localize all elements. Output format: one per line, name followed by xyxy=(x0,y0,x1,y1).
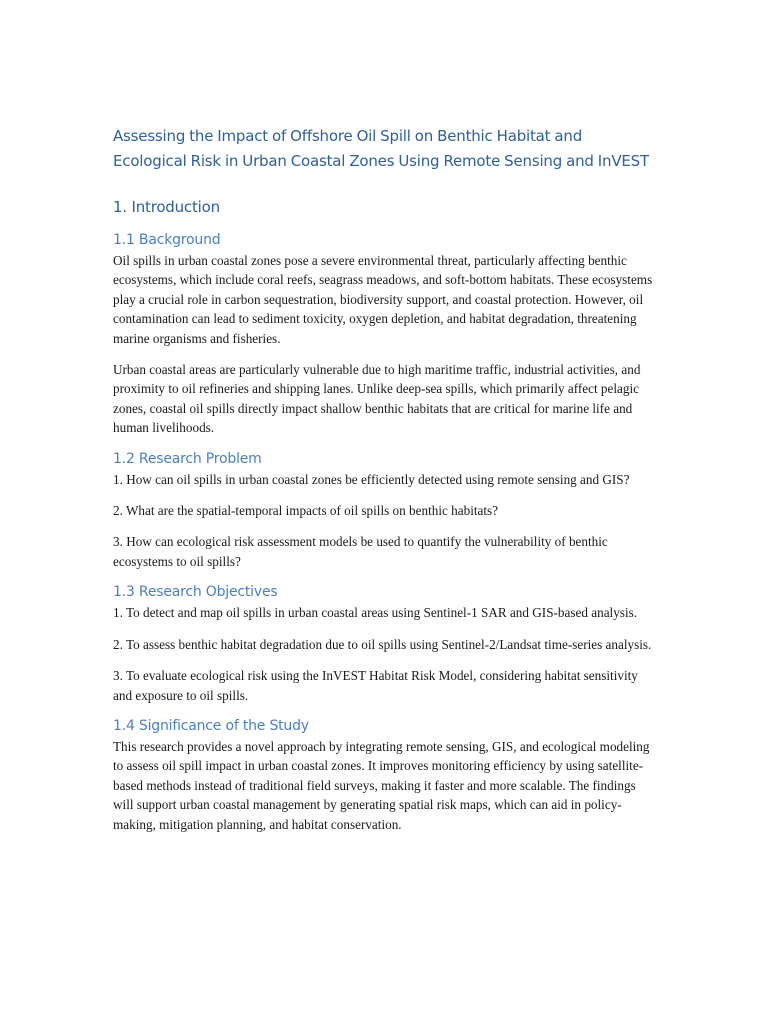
subsection-research-problem xyxy=(113,448,658,572)
subsection-heading-background: 1.1 Background xyxy=(113,232,221,248)
subsection-significance xyxy=(113,715,658,834)
subsection-heading-significance: 1.4 Significance of the Study xyxy=(113,717,309,734)
subsection-research-objectives xyxy=(113,581,658,705)
subsection-heading-research-objectives: 1.3 Research Objectives xyxy=(113,584,278,601)
subsection-heading-research-problem: 1.2 Research Problem xyxy=(113,450,262,467)
list-item: 2. What are the spatial-temporal impacts of oil spills on benthic habitats? xyxy=(113,503,499,519)
list-item: 1. To detect and map oil spills in urban coastal areas using Sentinel-1 SAR and GIS-based analysis. xyxy=(113,605,638,621)
paragraph: This research provides a novel approach by integrating remote sensing, GIS, and ecological modeling to assess oil spill impact in urban coastal zones. It improves monitoring efficiency by using satellite-based methods instead of traditional field surveys, making it faster and more scalable. The findings will support urban coastal management by generating spatial risk maps, which can aid in policy-making, mitigation planning, and habitat conservation. xyxy=(113,738,650,832)
list-item: 3. To evaluate ecological risk using the InVEST Habitat Risk Model, considering habitat sensitivity and exposure to oil spills. xyxy=(113,668,638,703)
document-page xyxy=(113,124,658,834)
paragraph: Urban coastal areas are particularly vulnerable due to high maritime traffic, industrial activities, and proximity to oil refineries and shipping lanes. Unlike deep-sea spills, which primarily affect pelagic zones, coastal oil spills directly impact shallow benthic habitats that are critical for marine life and human livelihoods. xyxy=(113,362,641,436)
list-item: 2. To assess benthic habitat degradation due to oil spills using Sentinel-2/Landsat time-series analysis. xyxy=(113,636,652,652)
paragraph: Oil spills in urban coastal zones pose a severe environmental threat, particularly affecting benthic ecosystems, which include coral reefs, seagrass meadows, and soft-bottom habitats. These ecosystems play a crucial role in carbon sequestration, biodiversity support, and coastal protection. However, oil contamination can lead to sediment toxicity, oxygen depletion, and habitat degradation, threatening marine organisms and fisheries. xyxy=(113,253,653,346)
list-item: 3. How can ecological risk assessment models be used to quantify the vulnerability of benthic ecosystems to oil spills? xyxy=(113,534,608,569)
subsection-background xyxy=(113,229,658,438)
document-title: Assessing the Impact of Offshore Oil Spill on Benthic Habitat and Ecological Risk in Urban Coastal Zones Using Remote Sensing and InVEST xyxy=(113,127,649,170)
list-item: 1. How can oil spills in urban coastal zones be efficiently detected using remote sensing and GIS? xyxy=(113,471,630,487)
section-heading-introduction: 1. Introduction xyxy=(113,198,220,216)
